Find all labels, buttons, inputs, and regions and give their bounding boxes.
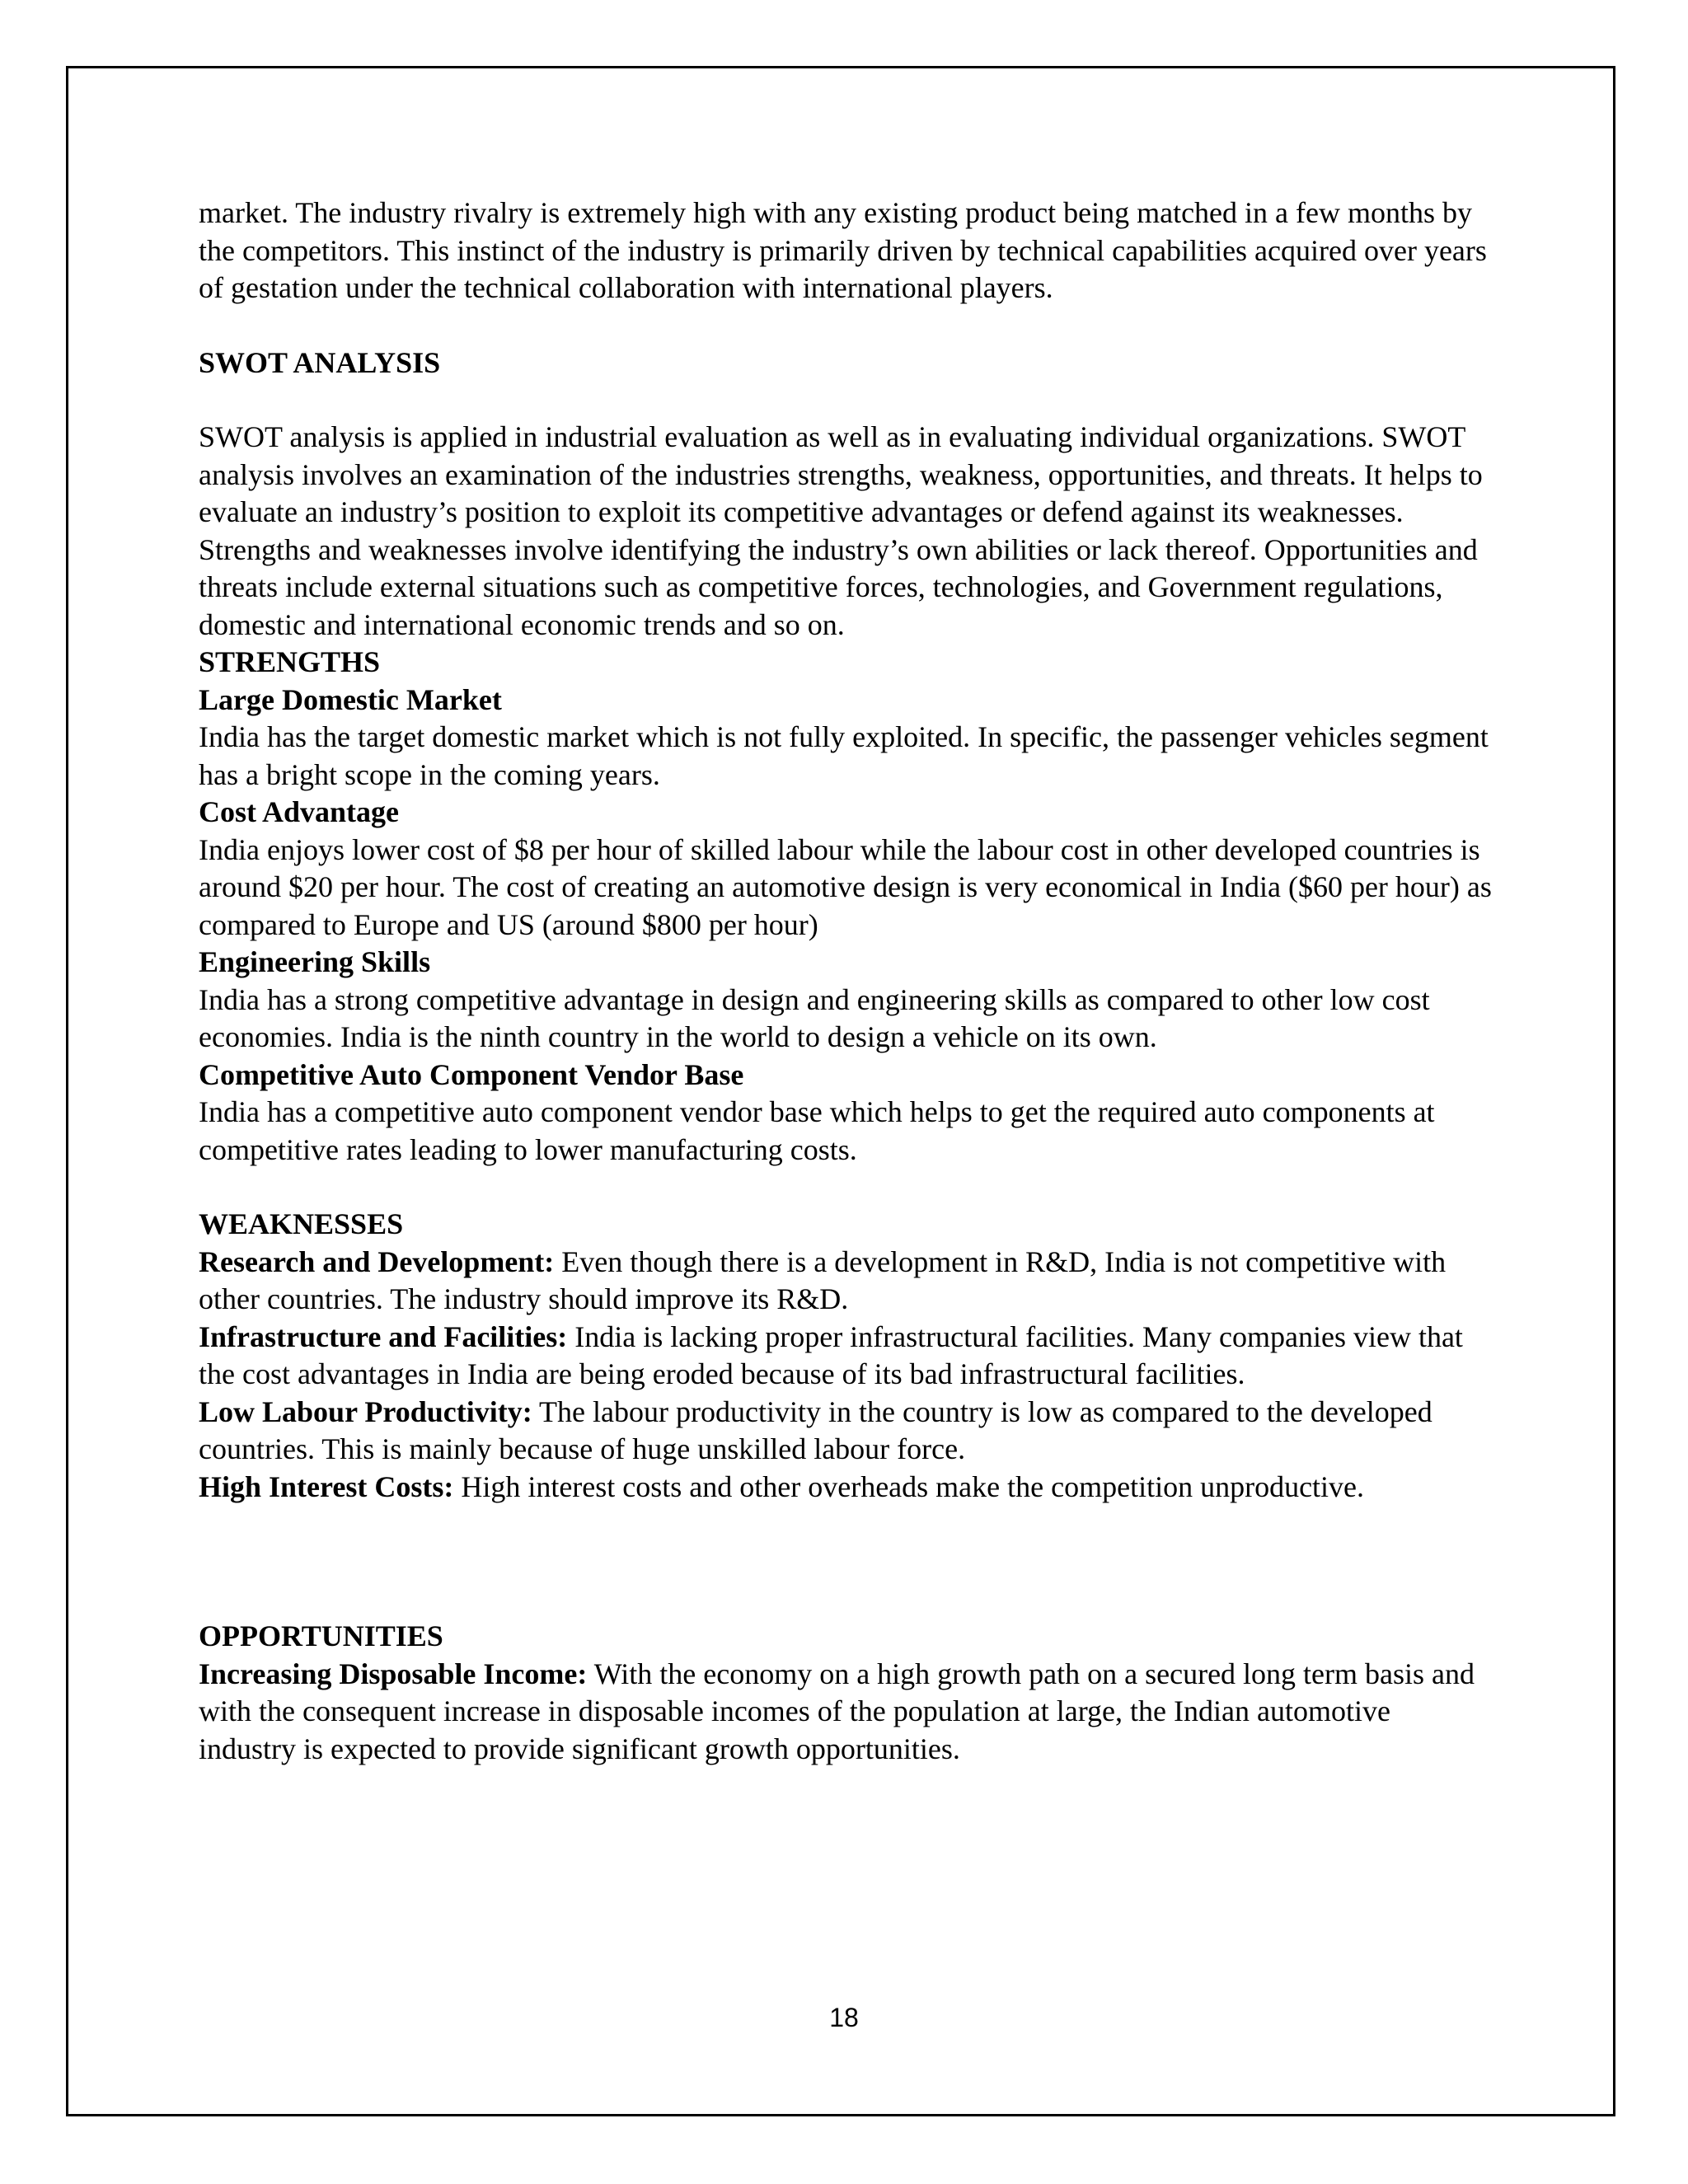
swot-paragraph: SWOT analysis is applied in industrial evaluation as well as in evaluating individual organizations. SWOT analysis involves an examination of the industries strengths, weakness, opportunities, and threats. It helps to evaluate an industry’s position to exploit its competitive advantages or defend against its weaknesses. Strengths and weaknesses involve identifying the industry’s own abilities or lack thereof. Opportunities and threats include external situations such as competitive forces, technologies, and Government regulations, domestic and international economic trends and so on. (199, 420, 1483, 641)
weakness-infrastructure-heading: Infrastructure and Facilities: (199, 1319, 568, 1353)
strength-heading-domestic-market: Large Domestic Market (199, 682, 502, 716)
swot-heading: SWOT ANALYSIS (199, 345, 441, 379)
weakness-interest-text: High interest costs and other overheads make the competition unproductive. (453, 1469, 1365, 1503)
strength-text-domestic-market: India has the target domestic market which is not fully exploited. In specific, the passenger vehicles segment has a bright scope in the coming years. (199, 720, 1489, 791)
strength-text-engineering-skills: India has a strong competitive advantage in design and engineering skills as compared to other low cost economies. India is the ninth country in the world to design a vehicle on its own. (199, 982, 1430, 1053)
opportunity-income (199, 1656, 1493, 1769)
weakness-interest-heading: High Interest Costs: (199, 1469, 454, 1503)
weakness-productivity-text: The labour productivity in the country is low as compared to the developed countries. This is mainly because of huge unskilled labour force. (199, 1394, 1432, 1465)
page-number: 18 (829, 2003, 859, 2032)
weakness-research-heading: Research and Development: (199, 1244, 555, 1278)
opportunity-income-text: With the economy on a high growth path on a secured long term basis and with the consequent increase in disposable incomes of the population at large, the Indian automotive industry is expected to provide significant growth opportunities. (199, 1657, 1475, 1765)
strength-text-vendor-base: India has a competitive auto component vendor base which helps to get the required auto components at competitive rates leading to lower manufacturing costs. (199, 1095, 1435, 1166)
weakness-research (199, 1244, 1493, 1319)
strength-heading-engineering-skills: Engineering Skills (199, 945, 431, 978)
document-body (199, 194, 1493, 1768)
strength-text-cost-advantage: India enjoys lower cost of $8 per hour of skilled labour while the labour cost in other developed countries is around $20 per hour. The cost of creating an automotive design is very economical in India ($60 per hour) as compared to Europe and US (around $800 per hour) (199, 832, 1492, 941)
opportunity-income-heading: Increasing Disposable Income: (199, 1657, 588, 1690)
weaknesses-heading: WEAKNESSES (199, 1207, 404, 1240)
intro-paragraph: market. The industry rivalry is extremely high with any existing product being matched in a few months by the competitors. This instinct of the industry is primarily driven by technical capabilities acquired over years of gestation under the technical collaboration with international players. (199, 196, 1487, 304)
weakness-interest (199, 1469, 1493, 1507)
weakness-infrastructure-text: India is lacking proper infrastructural facilities. Many companies view that the cost advantages in India are being eroded because of its bad infrastructural facilities. (199, 1319, 1463, 1390)
weakness-research-text: Even though there is a development in R&D, India is not competitive with other countries. The industry should improve its R&D. (199, 1244, 1447, 1315)
strengths-heading: STRENGTHS (199, 645, 381, 678)
weakness-productivity (199, 1394, 1493, 1469)
weakness-productivity-heading: Low Labour Productivity: (199, 1394, 532, 1428)
opportunities-heading: OPPORTUNITIES (199, 1619, 443, 1652)
strength-heading-cost-advantage: Cost Advantage (199, 795, 400, 828)
strength-heading-vendor-base: Competitive Auto Component Vendor Base (199, 1057, 744, 1091)
weakness-infrastructure (199, 1319, 1493, 1394)
